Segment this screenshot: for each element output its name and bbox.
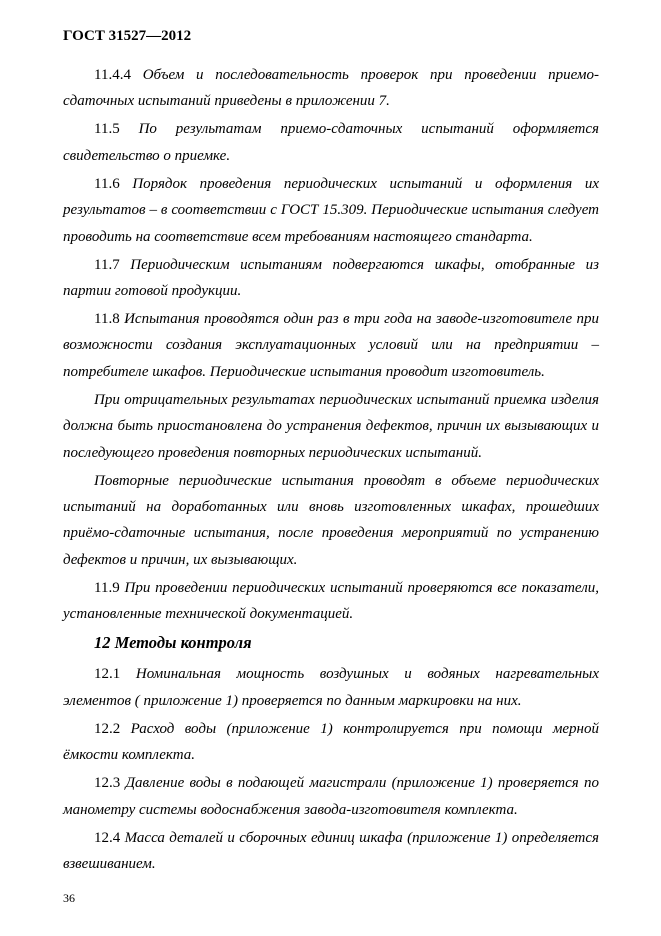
clause-text: Испытания проводятся один раз в три года на заводе-изготовителе при возможности создания эксплуатационных условий или на предприятии – потребителе шкафов. Периодические испытания проводит изготовитель. <box>63 311 599 380</box>
document-code-header: ГОСТ 31527—2012 <box>63 28 192 44</box>
clause-11-9 <box>63 575 599 628</box>
paragraph-negative-results: При отрицательных результатах периодических испытаний приемка изделия должна быть приостановлена до устранения дефектов, причин их вызывающих и последующего проведения повторных периодических испытаний. <box>63 391 599 461</box>
clause-text: Масса деталей и сборочных единиц шкафа (приложение 1) определяется взвешиванием. <box>63 829 599 872</box>
clause-number: 11.6 <box>94 175 120 192</box>
clause-text: Периодическим испытаниям подвергаются шкафы, отобранные из партии готовой продукции. <box>63 256 599 300</box>
page-number: 36 <box>63 891 75 905</box>
clause-text: Давление воды в подающей магистрали (приложение 1) проверяется по манометру системы водоснабжения завода-изготовителя комплекта. <box>63 775 599 818</box>
clause-11-5 <box>63 116 599 169</box>
clause-number: 11.5 <box>94 121 120 138</box>
clause-number: 12.2 <box>94 720 121 737</box>
clause-text: Расход воды (приложение 1) контролируется при помощи мерной ёмкости комплекта. <box>63 720 599 764</box>
clause-text: Порядок проведения периодических испытаний и оформления их результатов – в соответствии с ГОСТ 15.309. Периодические испытания следует проводить на соответствие всем требованиям настоящего стандарта. <box>63 175 599 245</box>
clause-11-4-4 <box>63 62 599 115</box>
clause-number: 11.8 <box>94 311 120 328</box>
clause-number: 12.3 <box>94 775 121 792</box>
clause-12-1 <box>63 661 599 714</box>
clause-number: 12.4 <box>94 829 121 846</box>
clause-11-8 <box>63 306 599 385</box>
paragraph-repeat-tests: Повторные периодические испытания проводят в объеме периодических испытаний на доработанных или вновь изготовленных шкафах, прошедших приёмо-сдаточные испытания, после проведения мероприятий по устранению дефектов и причин, их вызывающих. <box>63 472 599 568</box>
clause-text: По результатам приемо-сдаточных испытаний оформляется свидетельство о приемке. <box>63 121 599 164</box>
clause-number: 11.9 <box>94 579 120 596</box>
clause-text: При проведении периодических испытаний проверяются все показатели, установленные технической документацией. <box>63 579 600 623</box>
clause-12-2 <box>63 716 599 769</box>
clause-12-3 <box>63 770 599 823</box>
clause-11-7 <box>63 252 599 305</box>
section-heading: 12 Методы контроля <box>94 633 252 653</box>
document-body <box>63 62 599 879</box>
clause-text: Объем и последовательность проверок при проведении приемо-сдаточных испытаний приведены в приложении 7. <box>63 67 599 110</box>
clause-number: 12.1 <box>94 666 121 683</box>
clause-11-6 <box>63 171 599 250</box>
clause-number: 11.4.4 <box>94 67 131 83</box>
clause-text: Номинальная мощность воздушных и водяных нагревательных элементов ( приложение 1) проверяется по данным маркировки на них. <box>63 666 599 709</box>
clause-number: 11.7 <box>94 256 120 273</box>
clause-12-4 <box>63 825 599 878</box>
